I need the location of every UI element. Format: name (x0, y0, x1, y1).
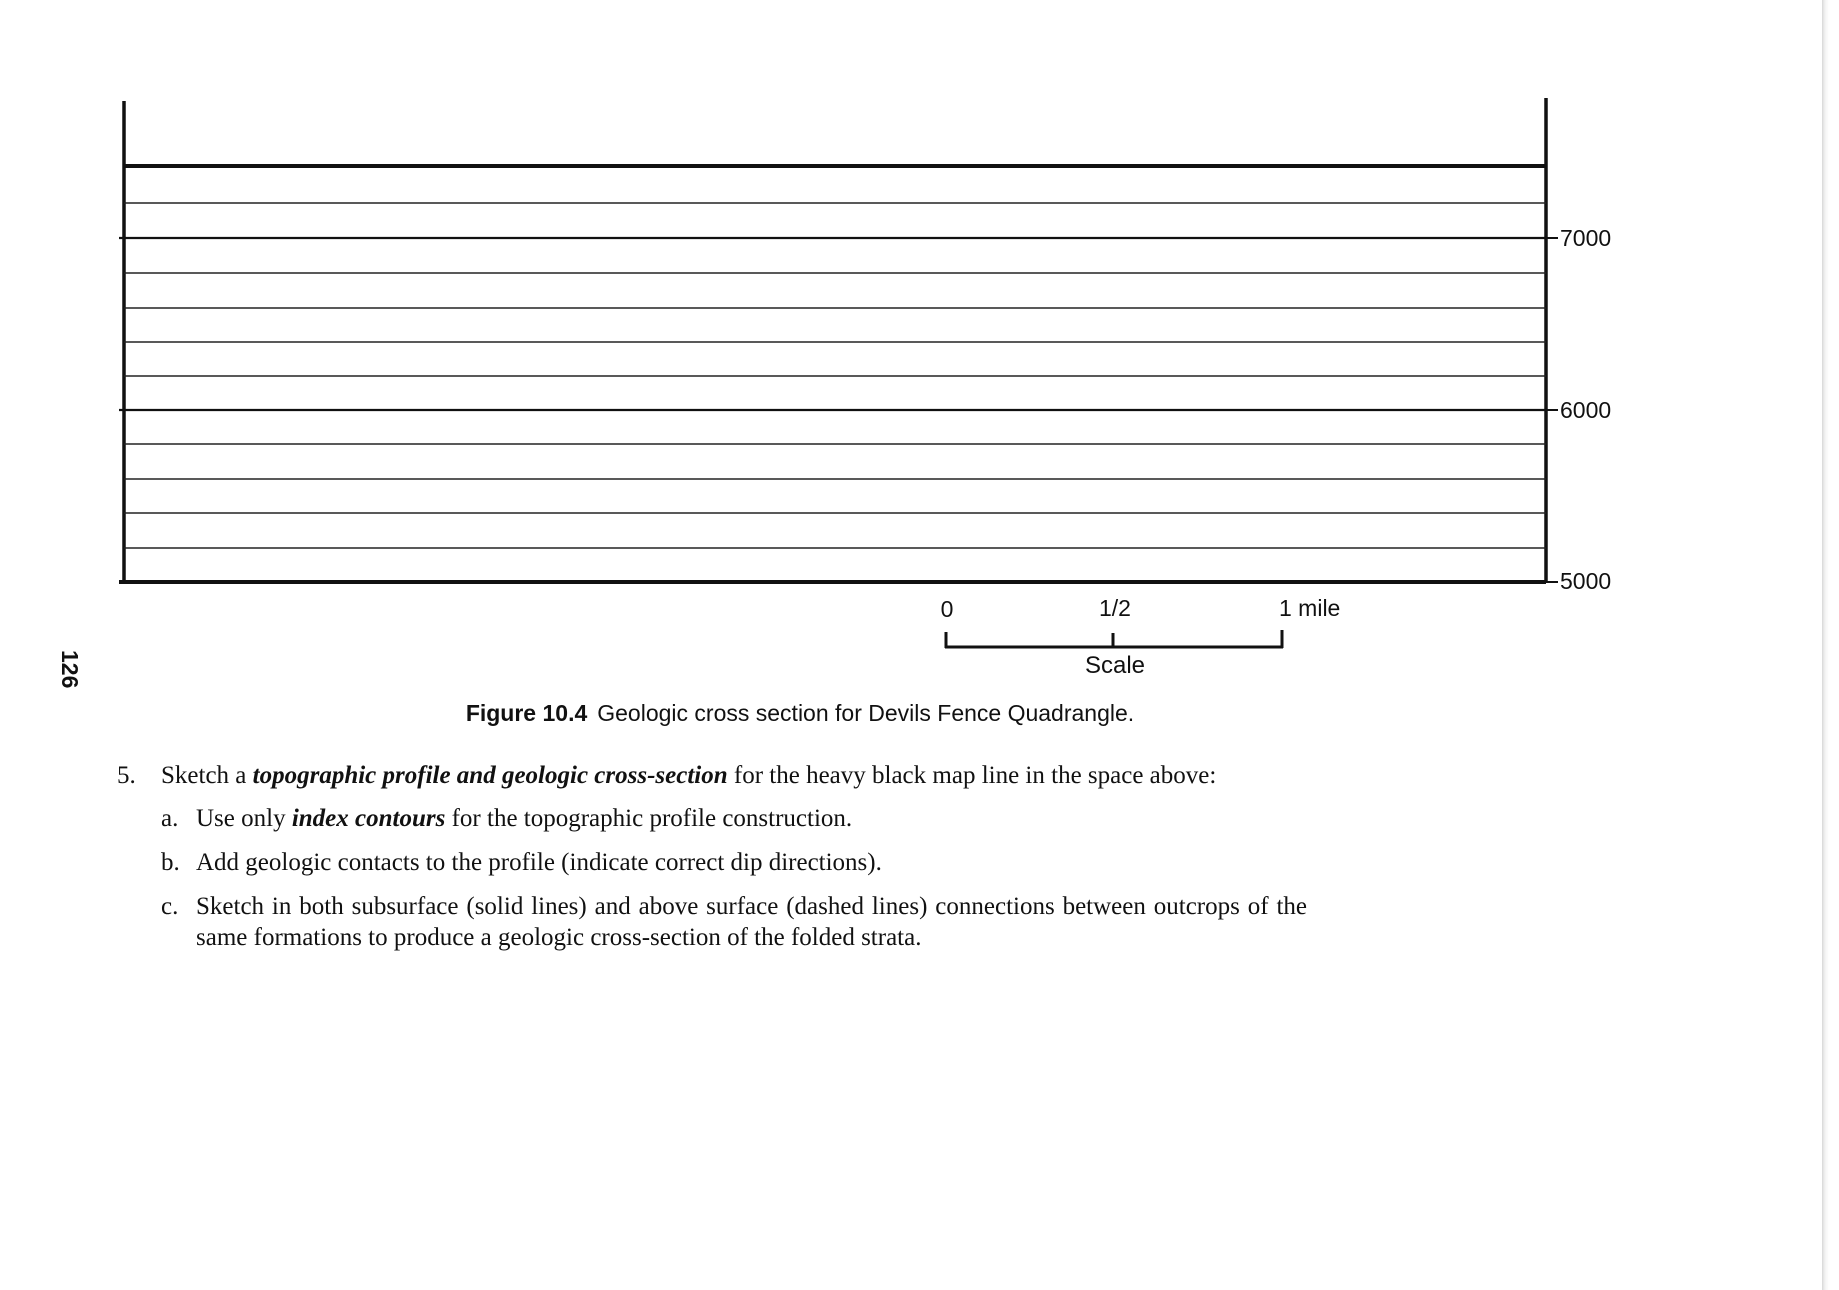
sub-item-a-start: Use only (196, 805, 292, 832)
figure-caption-text: Geologic cross section for Devils Fence Quadrangle. (597, 700, 1135, 726)
sub-item-a (161, 803, 1307, 834)
figure-number: Figure 10.4 (465, 700, 588, 726)
elevation-label-5000: 5000 (1560, 568, 1612, 594)
sub-item-a-end: for the topographic profile construction. (445, 805, 853, 832)
sub-item-letter: b. (161, 849, 180, 876)
scale-label-zero: 0 (940, 596, 954, 622)
sub-item-a-emphasis: index contours (291, 805, 446, 832)
page-number: 126 (57, 650, 83, 689)
sub-item-text (196, 803, 1307, 834)
sub-item-letter: a. (161, 805, 179, 832)
question-5 (117, 760, 1307, 966)
sub-item-text: Add geologic contacts to the profile (indicate correct dip directions). (196, 849, 882, 876)
question-intro-start: Sketch a (161, 762, 253, 789)
sub-item-c (161, 891, 1307, 953)
question-sub-list (161, 803, 1307, 953)
question-intro-emphasis: topographic profile and geologic cross-section (252, 762, 728, 789)
scale-title: Scale (1084, 652, 1146, 679)
figure-caption (0, 700, 1600, 727)
scale-label-one-mile: 1 mile (1279, 595, 1341, 621)
sub-item-letter: c. (161, 893, 179, 920)
elevation-label-7000: 7000 (1560, 225, 1612, 251)
question-number: 5. (117, 762, 136, 789)
scale-bar (941, 595, 1341, 679)
elevation-label-6000: 6000 (1560, 397, 1612, 423)
sub-item-text: Sketch in both subsurface (solid lines) and above surface (dashed lines) connections between outcrops of the same formations to produce a geologic cross-section of the folded strata. (196, 893, 1307, 951)
question-intro (161, 760, 1307, 791)
sub-item-b (161, 847, 1307, 878)
question-intro-end: for the heavy black map line in the space above: (727, 762, 1217, 789)
scale-label-half: 1/2 (1099, 595, 1131, 621)
